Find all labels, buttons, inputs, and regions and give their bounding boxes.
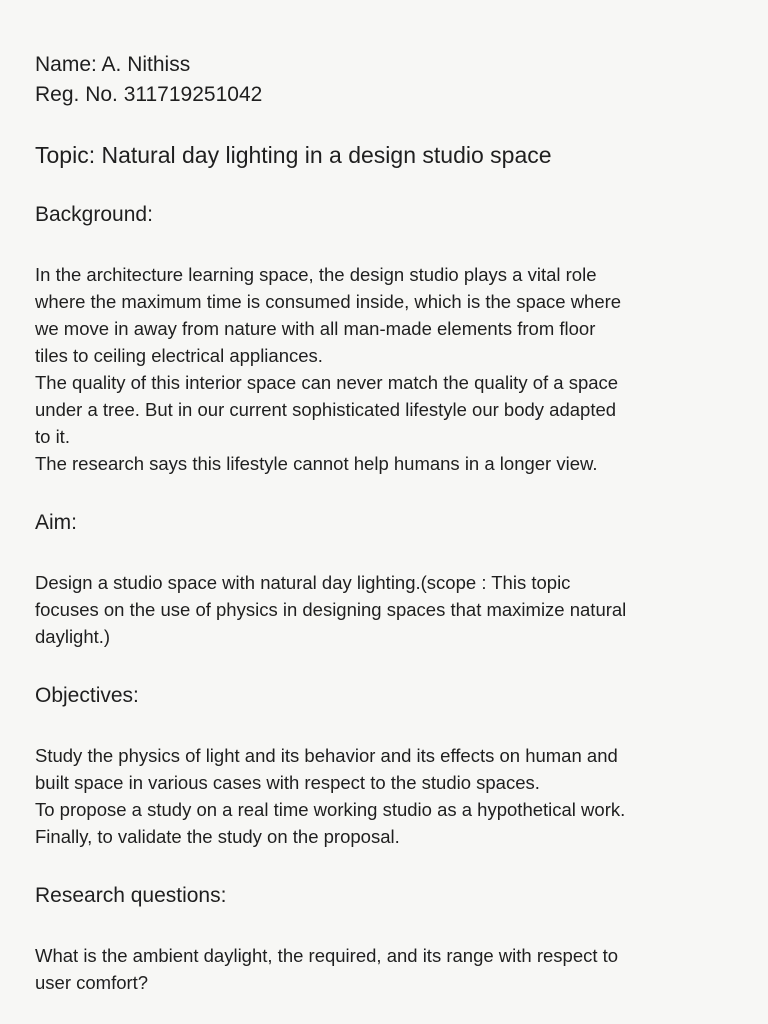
objectives-line: To propose a study on a real time working studio as a hypothetical work. xyxy=(35,799,626,820)
aim-line: Design a studio space with natural day lighting.(scope : This topic xyxy=(35,572,571,593)
objectives-line: built space in various cases with respect to the studio spaces. xyxy=(35,772,540,793)
aim-line: daylight.) xyxy=(35,626,111,647)
background-line: where the maximum time is consumed inside, which is the space where xyxy=(35,291,622,312)
aim-line: focuses on the use of physics in designing spaces that maximize natural xyxy=(35,599,627,620)
background-line: The quality of this interior space can never match the quality of a space xyxy=(35,372,619,393)
research-questions-heading: Research questions: xyxy=(35,884,227,907)
document-page xyxy=(35,50,735,996)
background-heading: Background: xyxy=(35,203,153,226)
background-line: we move in away from nature with all man-made elements from floor xyxy=(35,318,596,339)
background-line: to it. xyxy=(35,426,70,447)
objectives-heading: Objectives: xyxy=(35,684,139,707)
objectives-line: Finally, to validate the study on the proposal. xyxy=(35,826,400,847)
background-line: The research says this lifestyle cannot help humans in a longer view. xyxy=(35,453,598,474)
aim-paragraph xyxy=(35,569,735,650)
student-name: Name: A. Nithiss xyxy=(35,53,191,76)
topic-title: Topic: Natural day lighting in a design studio space xyxy=(35,142,552,168)
research-questions-line: What is the ambient daylight, the required, and its range with respect to xyxy=(35,945,619,966)
background-line: under a tree. But in our current sophisticated lifestyle our body adapted xyxy=(35,399,617,420)
objectives-paragraph xyxy=(35,742,735,850)
research-questions-line: user comfort? xyxy=(35,972,149,993)
research-questions-paragraph xyxy=(35,942,735,996)
aim-heading: Aim: xyxy=(35,511,77,534)
background-line: tiles to ceiling electrical appliances. xyxy=(35,345,323,366)
registration-number: Reg. No. 311719251042 xyxy=(35,83,263,106)
objectives-line: Study the physics of light and its behavior and its effects on human and xyxy=(35,745,618,766)
background-line: In the architecture learning space, the design studio plays a vital role xyxy=(35,264,597,285)
background-paragraph xyxy=(35,261,735,477)
